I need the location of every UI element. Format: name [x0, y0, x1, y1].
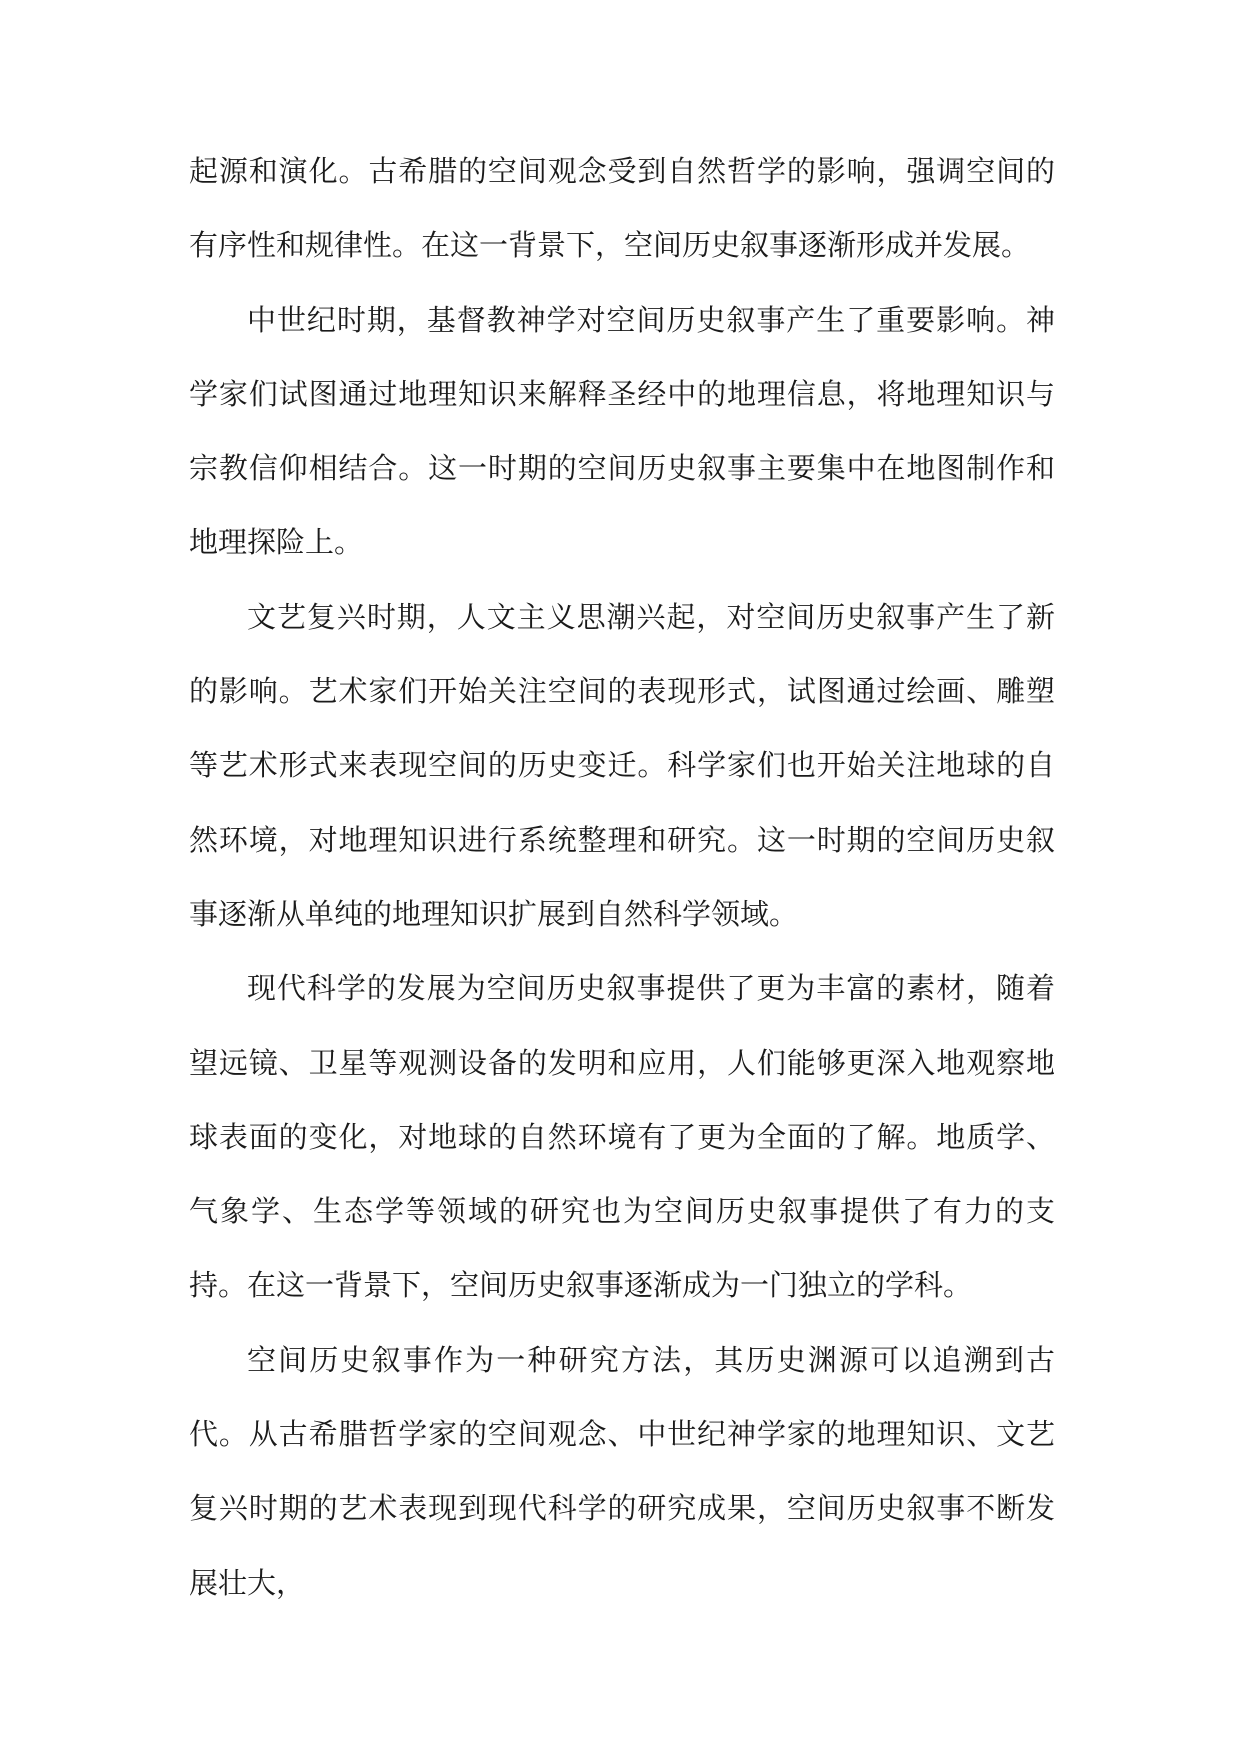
paragraph-medieval: 中世纪时期，基督教神学对空间历史叙事产生了重要影响。神学家们试图通过地理知识来解释圣经中的地理信息，将地理知识与宗教信仰相结合。这一时期的空间历史叙事主要集中在地图制作和地理探险上。: [189, 302, 1055, 560]
paragraph-continued: 起源和演化。古希腊的空间观念受到自然哲学的影响，强调空间的有序性和规律性。在这一背景下，空间历史叙事逐渐形成并发展。: [189, 154, 1055, 263]
paragraph-modern-science: 现代科学的发展为空间历史叙事提供了更为丰富的素材，随着望远镜、卫星等观测设备的发明和应用，人们能够更深入地观察地球表面的变化，对地球的自然环境有了更为全面的了解。地质学、气象学、生态学等领域的研究也为空间历史叙事提供了有力的支持。在这一背景下，空间历史叙事逐渐成为一门独立的学科。: [189, 971, 1055, 1303]
body-text: [189, 134, 1055, 1620]
paragraph-summary: 空间历史叙事作为一种研究方法，其历史渊源可以追溯到古代。从古希腊哲学家的空间观念、中世纪神学家的地理知识、文艺复兴时期的艺术表现到现代科学的研究成果，空间历史叙事不断发展壮大，: [189, 1342, 1055, 1600]
paragraph-renaissance: 文艺复兴时期，人文主义思潮兴起，对空间历史叙事产生了新的影响。艺术家们开始关注空间的表现形式，试图通过绘画、雕塑等艺术形式来表现空间的历史变迁。科学家们也开始关注地球的自然环境，对地理知识进行系统整理和研究。这一时期的空间历史叙事逐渐从单纯的地理知识扩展到自然科学领域。: [189, 599, 1055, 931]
